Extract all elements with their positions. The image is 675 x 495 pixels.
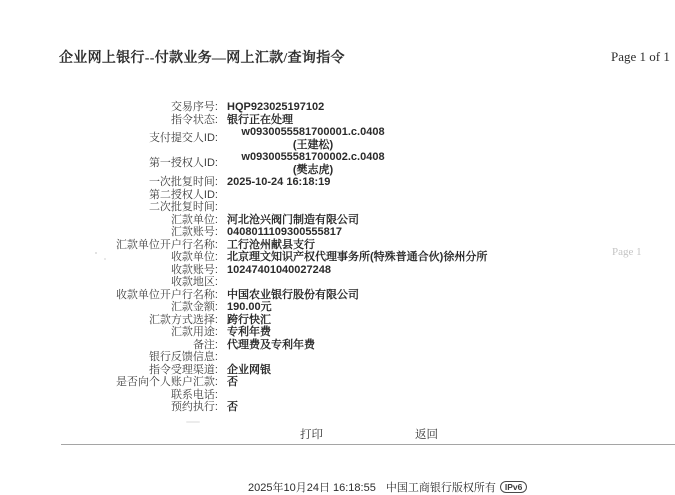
footer-divider xyxy=(61,444,675,445)
page-title: 企业网上银行--付款业务—网上汇款/查询指令 xyxy=(59,51,345,66)
field-value: 北京理文知识产权代理事务所(特殊普通合伙)徐州分所 xyxy=(227,251,488,263)
field-value: 2025-10-24 16:18:19 xyxy=(227,176,331,188)
field-label: 指令受理渠道: xyxy=(148,363,218,376)
field-value xyxy=(227,126,399,151)
field-label: 收款单位: xyxy=(170,251,218,263)
form-row-first-authorizer-id xyxy=(28,151,487,176)
form-row-remit-purpose xyxy=(28,326,487,339)
form-row-payment-submitter-id xyxy=(28,126,487,151)
field-label: 备注: xyxy=(192,338,218,351)
field-value: 跨行快汇 xyxy=(227,313,271,326)
field-label: 支付提交人ID: xyxy=(148,132,218,145)
field-label: 汇款方式选择: xyxy=(148,313,218,326)
form-row-remitter-account xyxy=(28,226,487,239)
form-row-payee-region xyxy=(28,276,487,289)
field-value: 河北沧兴阀门制造有限公司 xyxy=(227,213,359,226)
footer-timestamp: 2025年10月24日 16:18:55 xyxy=(248,482,376,494)
form-row-instruction-status xyxy=(28,114,487,127)
field-value-line2: (樊志虎) xyxy=(292,163,334,176)
field-value-line1: w0930055581700001.c.0408 xyxy=(241,126,385,138)
field-label: 交易序号: xyxy=(170,101,218,113)
field-value: 否 xyxy=(227,401,238,413)
field-label: 汇款账号: xyxy=(170,226,218,238)
form-row-second-authorizer-id xyxy=(28,189,487,202)
scan-noise-speck xyxy=(186,421,200,423)
field-label: 汇款单位开户行名称: xyxy=(115,238,218,251)
form-row-first-approval-time xyxy=(28,176,487,189)
form-row-remitter-unit xyxy=(28,214,487,227)
field-label: 第一授权人ID: xyxy=(148,157,218,170)
field-value: 银行正在处理 xyxy=(227,113,293,126)
action-bar xyxy=(300,426,438,442)
ipv6-badge: IPv6 xyxy=(500,481,528,493)
form-row-remit-method xyxy=(28,314,487,327)
field-label: 汇款金额: xyxy=(170,301,218,313)
field-value: 专利年费 xyxy=(227,326,271,338)
form-row-payee-bank-name xyxy=(28,289,487,302)
field-label: 一次批复时间: xyxy=(148,176,218,188)
form-row-instruction-channel xyxy=(28,364,487,377)
form-row-remitter-bank-name xyxy=(28,239,487,252)
field-value xyxy=(227,151,399,176)
form-row-remit-amount xyxy=(28,301,487,314)
field-value: 企业网银 xyxy=(227,363,271,376)
field-label: 指令状态: xyxy=(170,113,218,126)
form-row-bank-feedback xyxy=(28,351,487,364)
field-value: 否 xyxy=(227,376,238,388)
field-label: 收款账号: xyxy=(170,263,218,276)
field-label: 联系电话: xyxy=(170,388,218,401)
field-label: 收款单位开户行名称: xyxy=(115,288,218,301)
field-label: 收款地区: xyxy=(170,276,218,288)
field-label: 二次批复时间: xyxy=(148,201,218,213)
field-value-line2: (王建松) xyxy=(292,138,334,151)
form-row-payee-account xyxy=(28,264,487,277)
field-label: 汇款用途: xyxy=(170,326,218,338)
field-value: 中国农业银行股份有限公司 xyxy=(227,288,359,301)
footer-copyright: 中国工商银行版权所有 xyxy=(385,482,496,494)
back-button[interactable]: 返回 xyxy=(415,429,438,441)
form-row-to-personal-account xyxy=(28,376,487,389)
field-value-line1: w0930055581700002.c.0408 xyxy=(241,151,385,163)
form-row-transaction-no xyxy=(28,101,487,114)
footer xyxy=(248,479,527,495)
print-button[interactable]: 打印 xyxy=(300,429,323,441)
field-label: 第二授权人ID: xyxy=(148,188,218,201)
ghost-page-number: Page 1 xyxy=(612,246,642,258)
payment-instruction-form xyxy=(28,101,487,414)
page-number: Page 1 of 1 xyxy=(611,49,670,64)
field-value: 0408011109300555817 xyxy=(227,226,343,238)
field-value: HQP923025197102 xyxy=(227,101,325,113)
field-value: 190.00元 xyxy=(227,301,272,313)
field-label: 预约执行: xyxy=(170,401,218,413)
form-row-remarks xyxy=(28,339,487,352)
field-value: 10247401040027248 xyxy=(227,263,332,276)
field-label: 汇款单位: xyxy=(170,213,218,226)
form-row-second-approval-time xyxy=(28,201,487,214)
scan-noise-speck xyxy=(95,252,97,254)
field-value: 工行沧州献县支行 xyxy=(227,238,315,251)
scan-noise-speck xyxy=(104,258,106,260)
form-row-scheduled-execution xyxy=(28,401,487,414)
field-value: 代理费及专利年费 xyxy=(227,338,315,351)
field-label: 是否向个人账户汇款: xyxy=(115,376,218,388)
field-label: 银行反馈信息: xyxy=(148,351,218,363)
form-row-contact-phone xyxy=(28,389,487,402)
